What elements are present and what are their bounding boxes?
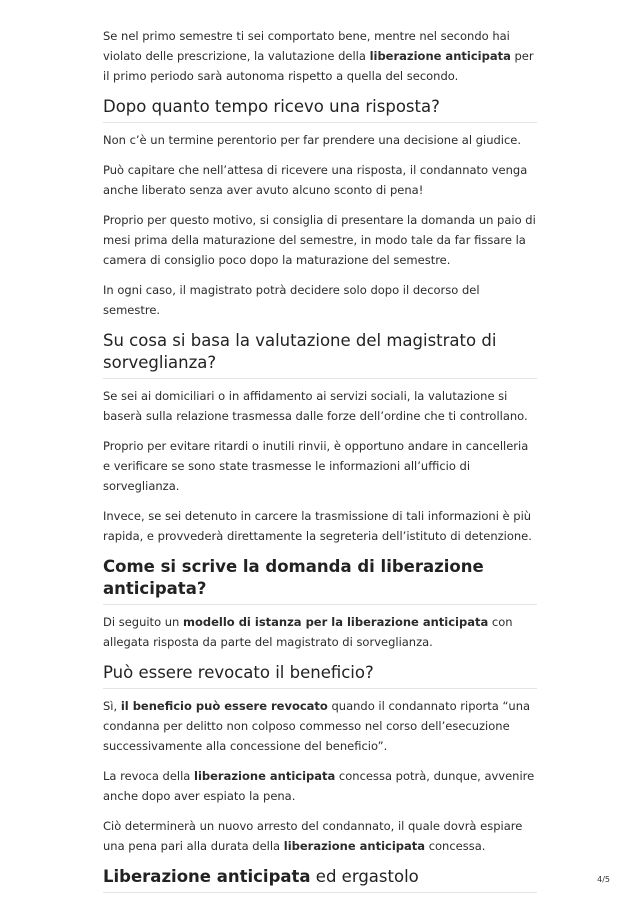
paragraph: La revoca della liberazione anticipata concessa potrà, dunque, avvenire anche dopo aver espiato la pena. xyxy=(103,769,535,803)
section-heading-revocation: Può essere revocato il beneficio? xyxy=(103,662,537,689)
paragraph: In ogni caso, il magistrato potrà decidere solo dopo il decorso del semestre. xyxy=(103,283,480,317)
document-page xyxy=(103,26,537,900)
section-heading-how-to-write: Come si scrive la domanda di liberazione anticipata? xyxy=(103,556,537,605)
section-heading-life-sentence: Liberazione anticipata ed ergastolo xyxy=(103,866,537,893)
section-heading-evaluation-basis: Su cosa si basa la valutazione del magistrato di sorveglianza? xyxy=(103,330,537,379)
paragraph: Può capitare che nell’attesa di ricevere una risposta, il condannato venga anche liberato senza aver avuto alcuno sconto di pena! xyxy=(103,163,528,197)
paragraph: Se sei ai domiciliari o in affidamento ai servizi sociali, la valutazione si baserà sulla relazione trasmessa dalle forze dell’ordine che ti controllano. xyxy=(103,389,528,423)
intro-paragraph: Se nel primo semestre ti sei comportato bene, mentre nel secondo hai violato delle prescrizione, la valutazione della liberazione anticipata per il primo periodo sarà autonoma rispetto a quella del secondo. xyxy=(103,29,534,83)
paragraph: Proprio per questo motivo, si consiglia di presentare la domanda un paio di mesi prima della maturazione del semestre, in modo tale da far fissare la camera di consiglio poco dopo la maturazione del semestre. xyxy=(103,213,536,267)
template-link[interactable]: modello di istanza per la liberazione anticipata xyxy=(183,615,489,629)
paragraph: Proprio per evitare ritardi o inutili rinvii, è opportuno andare in cancelleria e verificare se sono state trasmesse le informazioni all’ufficio di sorveglianza. xyxy=(103,439,529,493)
paragraph: Sì, il beneficio può essere revocato quando il condannato riporta “una condanna per delitto non colposo commesso nel corso dell’esecuzione successivamente alla concessione del beneficio”. xyxy=(103,699,531,753)
paragraph: Ciò determinerà un nuovo arresto del condannato, il quale dovrà espiare una pena pari alla durata della liberazione anticipata concessa. xyxy=(103,819,523,853)
paragraph: Invece, se sei detenuto in carcere la trasmissione di tali informazioni è più rapida, e provvederà direttamente la segreteria dell’istituto di detenzione. xyxy=(103,509,532,543)
paragraph: Non c’è un termine perentorio per far prendere una decisione al giudice. xyxy=(103,133,522,147)
section-heading-response-time: Dopo quanto tempo ricevo una risposta? xyxy=(103,96,537,123)
page-number: 4/5 xyxy=(597,875,610,884)
paragraph: Di seguito un modello di istanza per la liberazione anticipata con allegata risposta da parte del magistrato di sorveglianza. xyxy=(103,615,513,649)
